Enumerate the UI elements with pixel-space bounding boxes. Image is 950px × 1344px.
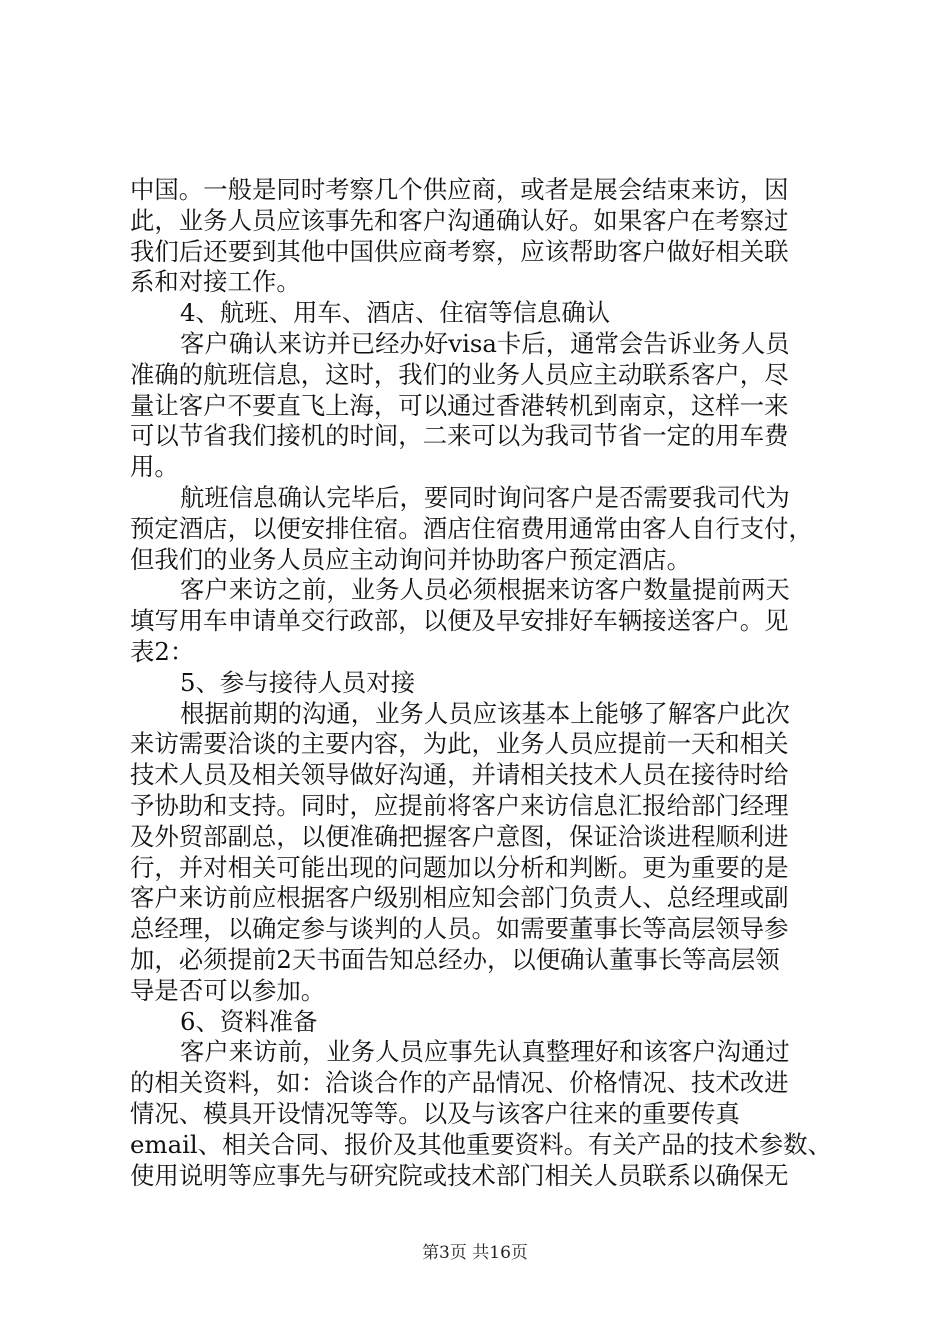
text-line: 填写用车申请单交行政部，以便及早安排好车辆接送客户。见 xyxy=(130,606,789,636)
text-line: email、相关合同、报价及其他重要资料。有关产品的技术参数、 xyxy=(130,1129,832,1159)
text-line: 4、航班、用车、酒店、住宿等信息确认 xyxy=(180,298,611,328)
text-line: 总经理，以确定参与谈判的人员。如需要董事长等高层领导参 xyxy=(130,914,789,944)
text-line: 中国。一般是同时考察几个供应商，或者是展会结束来访，因 xyxy=(130,175,789,204)
text-line: 根据前期的沟通，业务人员应该基本上能够了解客户此次 xyxy=(180,698,790,728)
text-line: 5、参与接待人员对接 xyxy=(180,667,416,697)
text-line: 加，必须提前2天书面告知总经办，以便确认董事长等高层领 xyxy=(130,944,780,974)
text-line: 航班信息确认完毕后，要同时询问客户是否需要我司代为 xyxy=(180,482,790,512)
text-line: 客户来访前，业务人员应事先认真整理好和该客户沟通过 xyxy=(180,1037,790,1067)
text-line: 但我们的业务人员应主动询问并协助客户预定酒店。 xyxy=(130,544,691,574)
text-line: 系和对接工作。 xyxy=(130,267,301,297)
document-body xyxy=(130,175,830,1191)
text-line: 可以节省我们接机的时间，二来可以为我司节省一定的用车费 xyxy=(130,421,789,451)
text-line: 表2： xyxy=(130,636,195,666)
text-line: 此，业务人员应该事先和客户沟通确认好。如果客户在考察过 xyxy=(130,205,789,235)
text-line: 客户来访之前，业务人员必须根据来访客户数量提前两天 xyxy=(180,575,790,605)
text-line: 来访需要洽谈的主要内容，为此，业务人员应提前一天和相关 xyxy=(130,729,789,759)
text-line: 导是否可以参加。 xyxy=(130,975,326,1005)
text-line: 6、资料准备 xyxy=(180,1006,318,1036)
text-line: 我们后还要到其他中国供应商考察，应该帮助客户做好相关联 xyxy=(130,236,789,266)
text-line: 准确的航班信息，这时，我们的业务人员应主动联系客户，尽 xyxy=(130,359,789,389)
text-line: 行，并对相关可能出现的问题加以分析和判断。更为重要的是 xyxy=(130,852,789,882)
text-line: 使用说明等应事先与研究院或技术部门相关人员联系以确保无 xyxy=(130,1160,789,1190)
text-line: 的相关资料，如：洽谈合作的产品情况、价格情况、技术改进 xyxy=(130,1068,789,1098)
text-line: 量让客户不要直飞上海，可以通过香港转机到南京，这样一来 xyxy=(130,390,789,420)
text-line: 客户确认来访并已经办好visa卡后，通常会告诉业务人员 xyxy=(180,328,790,358)
text-line: 预定酒店，以便安排住宿。酒店住宿费用通常由客人自行支付， xyxy=(130,513,813,543)
text-line: 客户来访前应根据客户级别相应知会部门负责人、总经理或副 xyxy=(130,883,789,913)
text-line: 及外贸部副总，以便准确把握客户意图，保证洽谈进程顺利进 xyxy=(130,821,789,851)
text-line: 予协助和支持。同时，应提前将客户来访信息汇报给部门经理 xyxy=(130,790,789,820)
text-line: 情况、模具开设情况等等。以及与该客户往来的重要传真 xyxy=(130,1098,740,1128)
text-line: 技术人员及相关领导做好沟通，并请相关技术人员在接待时给 xyxy=(130,760,789,790)
page-number-footer: 第3页 共16页 xyxy=(422,1243,528,1263)
text-line: 用。 xyxy=(130,452,179,482)
